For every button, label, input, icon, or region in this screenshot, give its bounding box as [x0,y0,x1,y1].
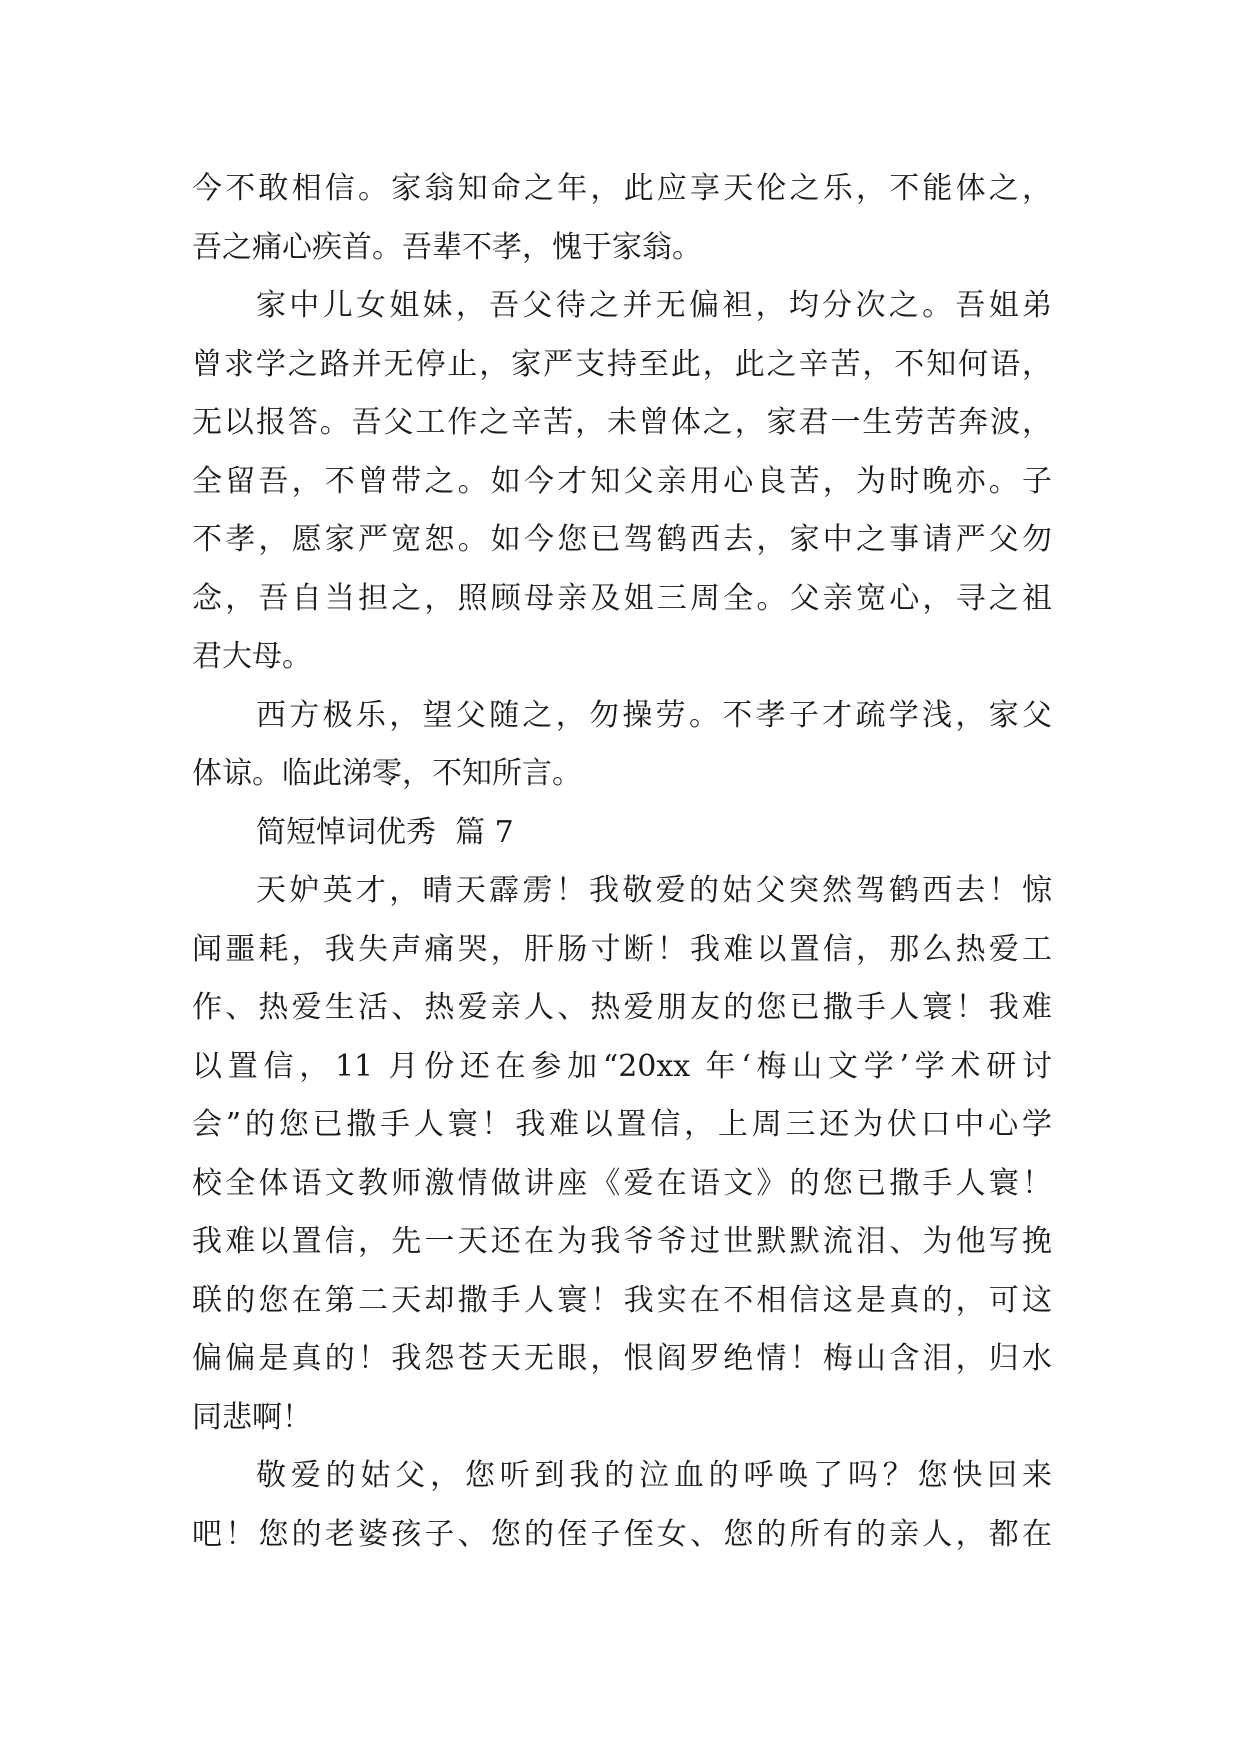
text-line: 作、热爱生活、热爱亲人、热爱朋友的您已撒手人寰！我难 [192,990,1052,1025]
text-line: 偏偏是真的！我怨苍天无眼，恨阎罗绝情！梅山含泪，归水 [192,1341,1052,1376]
text-line: 联的您在第二天却撒手人寰！我实在不相信这是真的，可这 [192,1282,1052,1318]
paragraph-start-line: 家中儿女姐妹，吾父待之并无偏袒，均分次之。吾姐弟 [256,288,1052,323]
paragraph-start-line: 敬爱的姑父，您听到我的泣血的呼唤了吗？您快回来 [256,1458,1052,1493]
text-line: 吧！您的老婆孩子、您的侄子侄女、您的所有的亲人，都在 [192,1516,1052,1552]
text-line: 吾之痛心疾首。吾辈不孝，愧于家翁。 [192,229,702,265]
text-line: 我难以置信，先一天还在为我爷爷过世默默流泪、为他写挽 [192,1224,1052,1259]
text-line: 全留吾，不曾带之。如今才知父亲用心良苦，为时晚亦。子 [192,463,1052,499]
text-line: 不孝，愿家严宽恕。如今您已驾鹤西去，家中之事请严父勿 [192,522,1052,557]
paragraph-start-line: 天妒英才，晴天霹雳！我敬爱的姑父突然驾鹤西去！惊 [256,873,1052,908]
text-line: 闻噩耗，我失声痛哭，肝肠寸断！我难以置信，那么热爱工 [192,931,1052,967]
section-heading: 简短悼词优秀 篇 7 [256,814,514,850]
text-line: 体谅。临此涕零，不知所言。 [192,756,582,791]
text-line: 校全体语文教师激情做讲座《爱在语文》的您已撒手人寰！ [192,1165,1052,1201]
text-line: 君大母。 [192,639,312,674]
document-page [192,160,1052,1564]
text-line: 无以报答。吾父工作之辛苦，未曾体之，家君一生劳苦奔波， [192,405,1052,440]
text-line: 会”的您已撒手人寰！我难以置信，上周三还为伏口中心学 [192,1107,1052,1142]
text-line: 今不敢相信。家翁知命之年，此应享天伦之乐，不能体之， [192,171,1052,206]
text-line: 曾求学之路并无停止，家严支持至此，此之辛苦，不知何语， [192,346,1052,382]
text-line: 以置信，11 月份还在参加“20xx 年‘梅山文学’学术研讨 [192,1048,1052,1084]
paragraph-start-line: 西方极乐，望父随之，勿操劳。不孝子才疏学浅，家父 [256,697,1052,733]
text-line: 同悲啊！ [192,1399,312,1435]
text-line: 念，吾自当担之，照顾母亲及姐三周全。父亲宽心，寻之祖 [192,580,1052,616]
